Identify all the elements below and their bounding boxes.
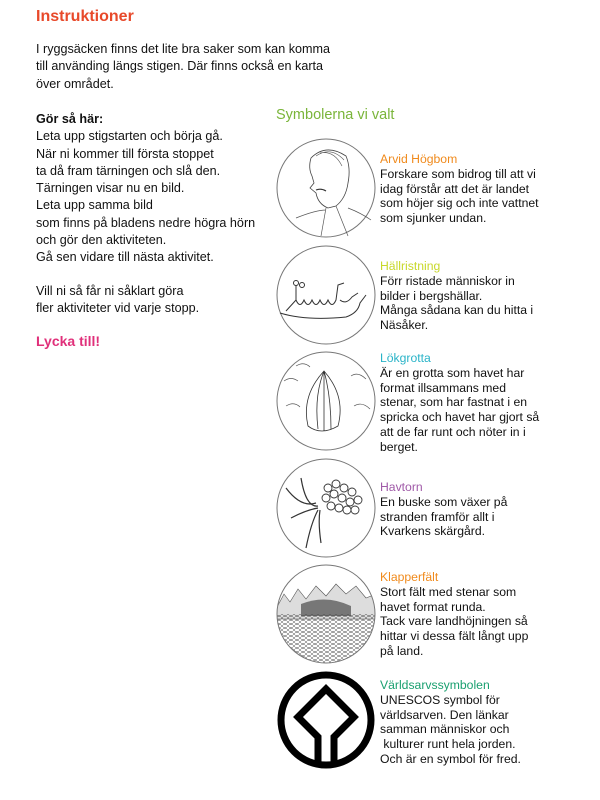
symbol-text (380, 678, 521, 767)
symbol-line: på land. (380, 643, 424, 658)
sea-buckthorn-icon (276, 458, 376, 558)
howto-line: ta då fram tärningen och slå den. (36, 163, 221, 178)
howto-line: Tärningen visar nu en bild. (36, 181, 185, 196)
symbol-text (380, 351, 539, 455)
symbol-text (380, 570, 528, 659)
extra-line: Vill ni så får ni såklart göra (36, 284, 184, 298)
portrait-icon (276, 138, 376, 238)
howto-line: När ni kommer till första stoppet (36, 146, 214, 161)
symbol-line: Förr ristade människor in (380, 273, 515, 288)
symbol-line: idag förstår att det är landet (380, 181, 530, 196)
symbol-line: som höjer sig och inte vattnet (380, 196, 539, 211)
symbol-text (380, 480, 507, 539)
symbols-heading: Symbolerna vi valt (276, 107, 395, 123)
symbol-name: Världsarvssymbolen (380, 678, 490, 692)
symbol-line: som sjunker undan. (380, 211, 487, 226)
symbol-name: Klapperfält (380, 570, 439, 584)
intro-line: över området. (36, 76, 114, 91)
symbol-line: havet format runda. (380, 599, 486, 614)
rock-carving-icon (276, 245, 376, 345)
howto-line: Leta upp samma bild (36, 198, 153, 213)
symbol-text (380, 152, 539, 226)
symbol-line: Kvarkens skärgård. (380, 524, 485, 539)
symbol-name: Hällristning (380, 259, 441, 273)
good-luck-text: Lycka till! (36, 333, 101, 349)
symbol-line: stenar, som har fastnat i en (380, 395, 528, 410)
symbol-line: spricka och havet har gjort så (380, 410, 540, 425)
page-title: Instruktioner (36, 8, 134, 25)
symbol-line: berget. (380, 439, 418, 454)
symbol-text (380, 259, 533, 333)
symbol-line: Många sådana kan du hitta i (380, 303, 534, 318)
symbol-line: stranden framför allt i (380, 509, 495, 524)
symbol-line: hittar vi dessa fält långt upp (380, 629, 529, 644)
symbol-line: En buske som växer på (380, 494, 508, 509)
symbol-line: att de far runt och nöter in i (380, 424, 526, 439)
intro-text (36, 41, 330, 93)
intro-line: till använding längs stigen. Där finns också en karta (36, 59, 324, 74)
symbol-line: Tack vare landhöjningen så (380, 614, 528, 629)
howto-section (36, 111, 255, 267)
extra-text (36, 283, 199, 318)
cave-icon (276, 351, 376, 451)
symbol-line: samman människor och (380, 722, 510, 737)
symbol-line: Och är en symbol för fred. (380, 751, 521, 766)
extra-line: fler aktiviteter vid varje stopp. (36, 301, 200, 316)
symbol-line: Näsåker. (380, 318, 429, 333)
symbol-name: Havtorn (380, 480, 423, 494)
symbol-line: kulturer runt hela jorden. (380, 737, 516, 752)
symbol-line: UNESCOS symbol för (380, 692, 500, 707)
intro-line: I ryggsäcken finns det lite bra saker som kan komma (36, 42, 330, 56)
world-heritage-icon (276, 669, 376, 769)
howto-line: och gör den aktiviteten. (36, 233, 167, 248)
symbol-name: Arvid Högbom (380, 152, 458, 166)
symbol-line: Forskare som bidrog till att vi (380, 166, 536, 181)
howto-line: Leta upp stigstarten och börja gå. (36, 129, 223, 144)
boulder-field-icon (276, 564, 376, 664)
symbol-line: världsarven. Den länkar (380, 707, 509, 722)
symbol-name: Lökgrotta (380, 351, 431, 365)
howto-line: som finns på bladens nedre högra hörn (36, 215, 256, 230)
symbol-line: bilder i bergshällar. (380, 288, 483, 303)
symbol-line: Stort fält med stenar som (380, 584, 517, 599)
howto-heading: Gör så här: (36, 112, 104, 126)
howto-line: Gå sen vidare till nästa aktivitet. (36, 250, 214, 265)
symbol-line: format illsammans med (380, 380, 506, 395)
symbol-line: Är en grotta som havet har (380, 365, 525, 380)
